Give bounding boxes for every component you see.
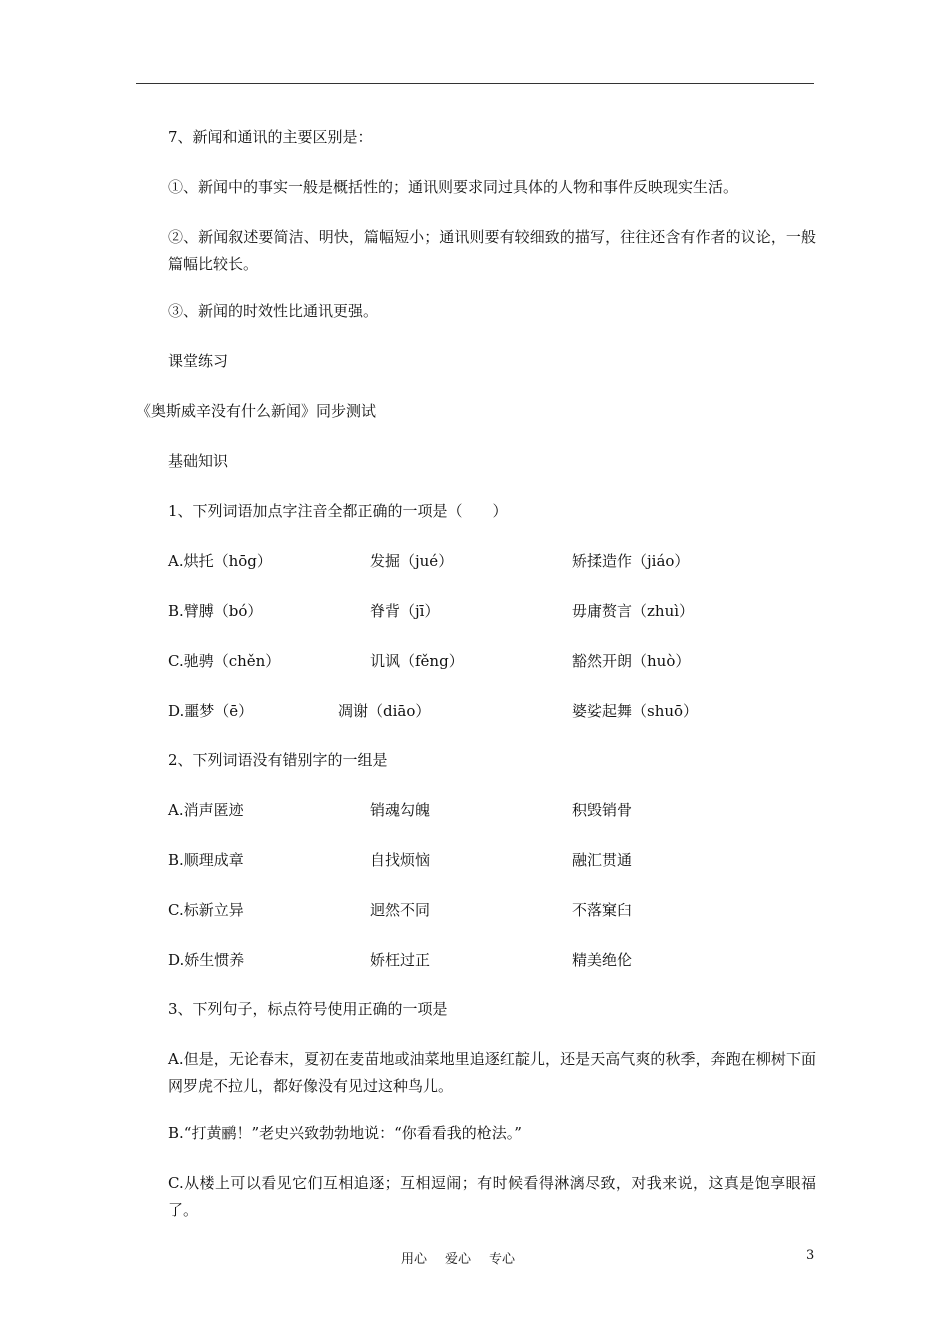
option-text: 发掘（jué） [370, 552, 454, 570]
option-text: B.顺理成章 [168, 851, 244, 869]
question1-stem: 1、下列词语加点字注音全都正确的一项是（ ） [168, 502, 508, 520]
option-text: 娇枉过正 [370, 951, 431, 969]
question2-stem: 2、下列词语没有错别字的一组是 [168, 751, 388, 769]
option-text: 融汇贯通 [572, 851, 633, 869]
question3-stem: 3、下列句子，标点符号使用正确的一项是 [168, 1000, 448, 1018]
option-text: 精美绝伦 [572, 951, 633, 969]
option-text: 不落窠臼 [572, 901, 633, 919]
section-basics: 基础知识 [168, 452, 229, 470]
question1-option-row [168, 700, 768, 722]
question1-option-row [168, 600, 768, 622]
option-text: 销魂勾魄 [370, 801, 431, 819]
question2-option-row [168, 849, 768, 871]
footer-motto-word: 用心 [401, 1252, 428, 1267]
header-rule [136, 83, 814, 84]
option-text: 婆娑起舞（shuō） [572, 702, 699, 720]
option-text: B.臂膊（bó） [168, 602, 263, 620]
option-text: D.娇生惯养 [168, 951, 245, 969]
option-text: C.标新立异 [168, 901, 244, 919]
question2-option-row [168, 899, 768, 921]
option-text: 迥然不同 [370, 901, 431, 919]
option-text: 自找烦恼 [370, 851, 431, 869]
q7-point-3: ③、新闻的时效性比通讯更强。 [168, 302, 379, 320]
question2-option-row [168, 949, 768, 971]
option-text: A.消声匿迹 [168, 801, 244, 819]
question1-option-row [168, 550, 768, 572]
footer-motto [401, 1248, 533, 1267]
question3-option-b: B.“打黄鹂！”老史兴致勃勃地说：“你看看我的枪法。” [168, 1124, 522, 1142]
question1-option-row [168, 650, 768, 672]
q7-point-2: ②、新闻叙述要简洁、明快，篇幅短小；通讯则要有较细致的描写，往往还含有作者的议论，一般篇幅比较长。 [168, 228, 816, 273]
section-practice: 课堂练习 [168, 352, 229, 370]
option-text: 脊背（jī） [370, 602, 440, 620]
option-text: 积毁销骨 [572, 801, 633, 819]
q7-point-1: ①、新闻中的事实一般是概括性的；通讯则要求同过具体的人物和事件反映现实生活。 [168, 178, 739, 196]
option-text: A.烘托（hōg） [168, 552, 272, 570]
page-number: 3 [806, 1248, 815, 1263]
option-text: 讥讽（fěng） [370, 652, 464, 670]
option-text: 豁然开朗（huò） [572, 652, 691, 670]
option-text: 凋谢（diāo） [338, 702, 431, 720]
option-text: D.噩梦（ē） [168, 702, 254, 720]
question3-option-c: C.从楼上可以看见它们互相追逐；互相逗闹；有时候看得淋漓尽致，对我来说，这真是饱享眼福了。 [168, 1174, 816, 1219]
test-title: 《奥斯威辛没有什么新闻》同步测试 [136, 402, 377, 420]
option-text: C.驰骋（chěn） [168, 652, 281, 670]
question3-option-a: A.但是，无论春末，夏初在麦苗地或油菜地里追逐红靛儿，还是天高气爽的秋季，奔跑在柳树下面网罗虎不拉儿，都好像没有见过这种鸟儿。 [168, 1050, 816, 1095]
footer-motto-word: 专心 [489, 1252, 516, 1267]
option-text: 矫揉造作（jiáo） [572, 552, 690, 570]
q7-title: 7、新闻和通讯的主要区别是： [168, 128, 373, 146]
option-text: 毋庸赘言（zhuì） [572, 602, 695, 620]
footer-motto-word: 爱心 [445, 1252, 472, 1267]
question2-option-row [168, 799, 768, 821]
